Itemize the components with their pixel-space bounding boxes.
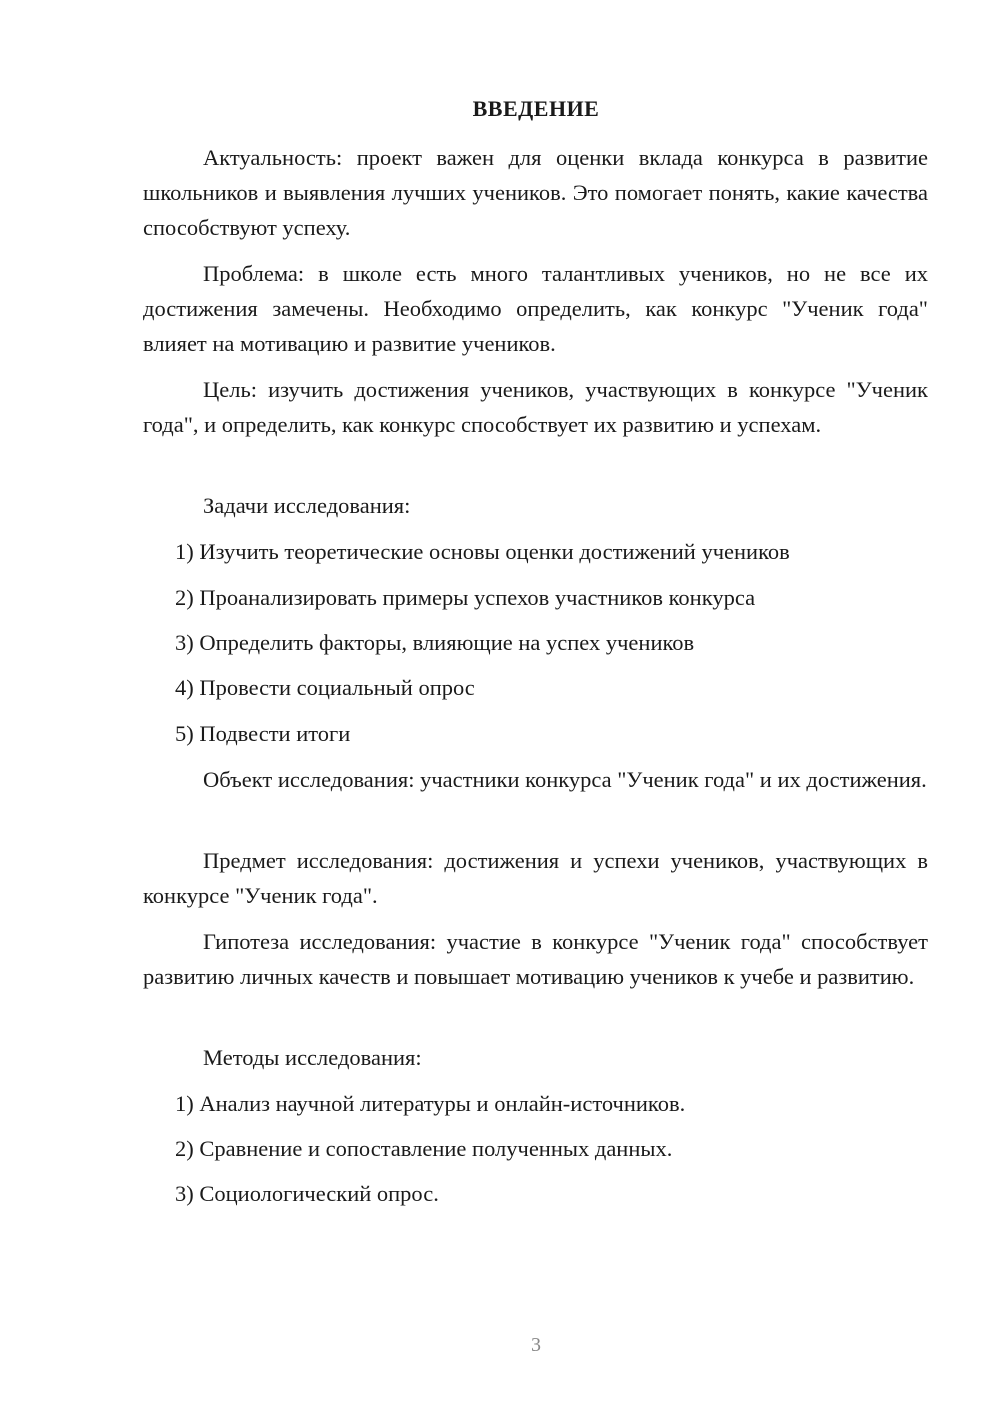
problem-paragraph: Проблема: в школе есть много талантливых учеников, но не все их достижения замечены. Необходимо определить, как конкурс "Ученик года" влияет на мотивацию и развитие учеников. xyxy=(143,261,928,356)
page-title: ВВЕДЕНИЕ xyxy=(472,96,600,121)
method-item: 2) Сравнение и сопоставление полученных данных. xyxy=(175,1136,673,1161)
goal-paragraph: Цель: изучить достижения учеников, участвующих в конкурсе "Ученик года", и определить, как конкурс способствует их развитию и успехам. xyxy=(143,377,928,437)
hypothesis-paragraph: Гипотеза исследования: участие в конкурсе "Ученик года" способствует развитию личных качеств и повышает мотивацию учеников к учебе и развитию. xyxy=(143,929,928,989)
tasks-heading: Задачи исследования: xyxy=(203,493,411,518)
method-item: 3) Социологический опрос. xyxy=(175,1181,439,1206)
methods-heading: Методы исследования: xyxy=(203,1045,422,1070)
relevance-paragraph: Актуальность: проект важен для оценки вклада конкурса в развитие школьников и выявления лучших учеников. Это помогает понять, какие качества способствуют успеху. xyxy=(143,145,928,240)
task-item: 1) Изучить теоретические основы оценки достижений учеников xyxy=(175,539,790,564)
method-item: 1) Анализ научной литературы и онлайн-источников. xyxy=(175,1091,686,1116)
task-item: 4) Провести социальный опрос xyxy=(175,675,475,700)
page-number: 3 xyxy=(531,1334,541,1356)
task-item: 2) Проанализировать примеры успехов участников конкурса xyxy=(175,585,756,610)
object-paragraph: Объект исследования: участники конкурса "Ученик года" и их достижения. xyxy=(203,767,927,792)
subject-paragraph: Предмет исследования: достижения и успехи учеников, участвующих в конкурсе "Ученик года". xyxy=(143,848,928,908)
task-item: 3) Определить факторы, влияющие на успех учеников xyxy=(175,630,695,655)
task-item: 5) Подвести итоги xyxy=(175,721,351,746)
